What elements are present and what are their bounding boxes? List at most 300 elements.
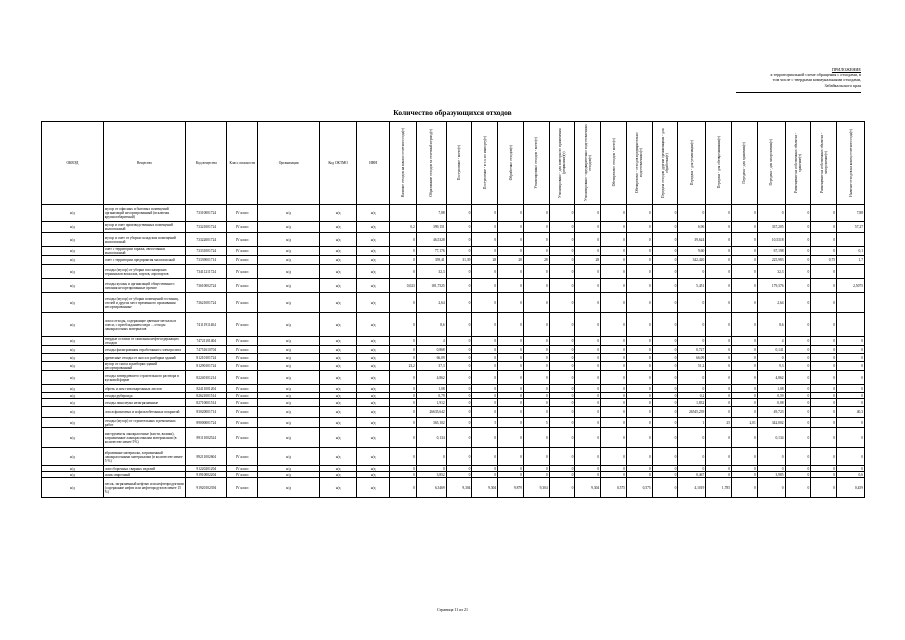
table-cell: 0 bbox=[446, 233, 472, 247]
table-cell: 0 bbox=[652, 371, 678, 385]
table-cell: н/д bbox=[320, 247, 357, 256]
table-cell: 0 bbox=[498, 346, 524, 354]
table-cell: 0 bbox=[446, 265, 472, 279]
table-cell: 0 bbox=[652, 346, 678, 354]
table-cell: н/д bbox=[320, 371, 357, 385]
column-header-label: Поступление - в т.ч. по импорту(т) bbox=[482, 135, 487, 190]
table-cell: 1,08 bbox=[416, 385, 446, 393]
table-cell: 0 bbox=[601, 399, 627, 407]
table-cell: 40,3 bbox=[837, 407, 865, 418]
table-cell bbox=[390, 205, 417, 222]
table-cell: н/д bbox=[258, 371, 320, 385]
table-cell: 0 bbox=[549, 222, 575, 233]
table-cell: 0 bbox=[732, 205, 758, 222]
table-cell: н/д bbox=[258, 293, 320, 313]
table-cell: IV класс bbox=[227, 478, 258, 498]
table-cell: 8,6 bbox=[416, 313, 446, 337]
table-cell: 0 bbox=[732, 362, 758, 371]
table-cell: 0 bbox=[678, 371, 706, 385]
table-cell: 0 bbox=[785, 233, 811, 247]
table-cell: н/д bbox=[320, 222, 357, 233]
table-cell: н/д bbox=[258, 428, 320, 448]
table-cell: 6,3469 bbox=[416, 478, 446, 498]
table-cell: IV класс bbox=[227, 313, 258, 337]
table-cell: 0 bbox=[626, 362, 652, 371]
table-cell: 359,41 bbox=[416, 256, 446, 265]
column-header-label: Утилизировано - для повторного применения (рециклинг)(т) bbox=[558, 127, 567, 198]
table-cell: 83020001714 bbox=[186, 407, 227, 418]
table-cell: 0 bbox=[785, 399, 811, 407]
column-header bbox=[575, 122, 601, 205]
table-cell: 0 bbox=[390, 371, 417, 385]
table-cell: 0 bbox=[678, 337, 706, 346]
table-cell: н/д bbox=[258, 222, 320, 233]
table-cell: 0 bbox=[575, 466, 601, 472]
table-cell: 0 bbox=[523, 362, 549, 371]
table-cell: 0 bbox=[678, 466, 706, 472]
column-header-label: Передача - для хранения(т) bbox=[742, 141, 747, 184]
table-cell: 0,134 bbox=[416, 428, 446, 448]
table-cell: н/д bbox=[357, 247, 390, 256]
table-cell: н/д bbox=[258, 265, 320, 279]
table-cell: 0 bbox=[601, 279, 627, 293]
table-cell: 0 bbox=[652, 472, 678, 478]
table-cell: 0 bbox=[390, 428, 417, 448]
table-cell: н/д bbox=[357, 478, 390, 498]
table-cell: 0 bbox=[785, 428, 811, 448]
table-cell: 0 bbox=[601, 233, 627, 247]
table-cell: 0 bbox=[706, 385, 732, 393]
table-cell: 181,7525 bbox=[416, 279, 446, 293]
table-cell: 0 bbox=[390, 466, 417, 472]
table-cell: 0 bbox=[446, 205, 472, 222]
table-cell: 28 bbox=[523, 256, 549, 265]
table-cell: н/д bbox=[320, 205, 357, 222]
table-cell: 0 bbox=[523, 279, 549, 293]
table-cell: 7,88 bbox=[837, 205, 865, 222]
table-cell: 0 bbox=[601, 466, 627, 472]
table-cell: IV класс bbox=[227, 337, 258, 346]
table-cell: IV класс bbox=[227, 428, 258, 448]
table-cell: 5 bbox=[523, 418, 549, 428]
table-cell: 342,420 bbox=[678, 256, 706, 265]
table-cell: 0 bbox=[472, 313, 498, 337]
table-cell: отходы затвердевшего строительного раствора в кусковой форме bbox=[103, 371, 185, 385]
table-cell: 0 bbox=[523, 354, 549, 362]
table-cell: 0 bbox=[601, 472, 627, 478]
table-row bbox=[42, 362, 865, 371]
table-cell: 0 bbox=[446, 407, 472, 418]
table-cell: н/д bbox=[320, 428, 357, 448]
table-cell: 0 bbox=[575, 233, 601, 247]
table-cell: н/д bbox=[320, 354, 357, 362]
table-cell: 0 bbox=[732, 233, 758, 247]
table-cell: 0 bbox=[837, 418, 865, 428]
table-cell: н/д bbox=[357, 233, 390, 247]
table-cell: 0 bbox=[706, 222, 732, 233]
table-cell: 0 bbox=[390, 478, 417, 498]
table-cell: 0,79 bbox=[416, 393, 446, 399]
table-cell: 28 bbox=[472, 256, 498, 265]
table-cell: 0 bbox=[390, 448, 417, 466]
table-cell: 0 bbox=[575, 448, 601, 466]
table-cell: 0 bbox=[785, 346, 811, 354]
table-cell: 0 bbox=[549, 418, 575, 428]
table-cell: 0 bbox=[626, 247, 652, 256]
column-header bbox=[103, 122, 185, 205]
table-cell: н/д bbox=[258, 346, 320, 354]
table-cell: IV класс bbox=[227, 205, 258, 222]
table-cell: н/д bbox=[357, 205, 390, 222]
table-cell: 0 bbox=[811, 362, 837, 371]
table-cell: 0 bbox=[472, 337, 498, 346]
table-cell: н/д bbox=[320, 346, 357, 354]
table-cell: 0 bbox=[472, 472, 498, 478]
table-row bbox=[42, 385, 865, 393]
table-cell: IV класс bbox=[227, 466, 258, 472]
table-cell: 0 bbox=[837, 466, 865, 472]
column-header-label: Утилизировано - предварительно подготовленных отходов(т) bbox=[583, 124, 592, 201]
table-cell: 0 bbox=[549, 393, 575, 399]
table-cell: н/д bbox=[42, 428, 104, 448]
table-cell: 0 bbox=[601, 407, 627, 418]
column-header bbox=[227, 122, 258, 205]
table-cell: 0 bbox=[652, 354, 678, 362]
table-cell: 73621001724 bbox=[186, 293, 227, 313]
table-cell: 0 bbox=[811, 337, 837, 346]
table-cell: 0 bbox=[472, 247, 498, 256]
table-cell: 4 bbox=[416, 337, 446, 346]
table-cell: 0 bbox=[601, 428, 627, 448]
table-cell: 0 bbox=[549, 205, 575, 222]
table-cell: IV класс bbox=[227, 354, 258, 362]
column-header-label: Размещение на собственных объектах - захоронение(т) bbox=[819, 132, 828, 193]
table-cell: 0 bbox=[811, 247, 837, 256]
column-header bbox=[186, 122, 227, 205]
table-row bbox=[42, 313, 865, 337]
table-cell: 0 bbox=[446, 313, 472, 337]
table-cell: 9,304 bbox=[523, 478, 549, 498]
table-cell: инструменты лакокрасочные (кисти, валики), загрязненные лакокрасочными материалами (в количестве менее 5%) bbox=[103, 428, 185, 448]
table-cell: 0 bbox=[706, 265, 732, 279]
table-cell: 74721101404 bbox=[186, 337, 227, 346]
column-header bbox=[357, 122, 390, 205]
table-row bbox=[42, 279, 865, 293]
table-cell: 0 bbox=[472, 354, 498, 362]
table-cell: 0 bbox=[757, 448, 785, 466]
table-cell: 7,88 bbox=[416, 205, 446, 222]
table-cell: 0 bbox=[626, 407, 652, 418]
table-cell: 0 bbox=[472, 293, 498, 313]
table-cell: 9,304 bbox=[575, 478, 601, 498]
table-cell: 0,575 bbox=[601, 478, 627, 498]
table-cell: н/д bbox=[42, 233, 104, 247]
table-cell: 0 bbox=[811, 466, 837, 472]
table-cell: 0 bbox=[626, 293, 652, 313]
table-cell: 0 bbox=[549, 313, 575, 337]
table-cell: шлак сварочный bbox=[103, 472, 185, 478]
table-cell: н/д bbox=[258, 385, 320, 393]
table-cell: 0,134 bbox=[757, 428, 785, 448]
table-cell: 73322001724 bbox=[186, 233, 227, 247]
table-cell: 0 bbox=[811, 222, 837, 233]
table-cell: 0 bbox=[523, 222, 549, 233]
table-cell: 89211002604 bbox=[186, 448, 227, 466]
table-cell: 0 bbox=[811, 279, 837, 293]
table-cell: 0 bbox=[472, 385, 498, 393]
table-cell: 0,59 bbox=[757, 393, 785, 399]
table-cell: 0 bbox=[706, 205, 732, 222]
table-cell: 0 bbox=[601, 256, 627, 265]
column-header bbox=[258, 122, 320, 205]
table-cell: смет с территории предприятия малоопасный bbox=[103, 256, 185, 265]
table-cell: 0 bbox=[549, 233, 575, 247]
table-cell: 0 bbox=[706, 448, 732, 466]
table-cell: 0 bbox=[575, 371, 601, 385]
table-cell: 0 bbox=[785, 362, 811, 371]
table-cell: 0 bbox=[837, 448, 865, 466]
table-cell: н/д bbox=[357, 293, 390, 313]
table-cell: 0 bbox=[446, 371, 472, 385]
table-body bbox=[42, 205, 865, 498]
table-cell: 0 bbox=[498, 393, 524, 399]
table-cell: 0 bbox=[757, 478, 785, 498]
table-cell: лом асфальтовых и асфальтобетонных покрытий bbox=[103, 407, 185, 418]
table-cell: 0 bbox=[732, 407, 758, 418]
table-cell: 0 bbox=[706, 337, 732, 346]
table-cell: 9,60 bbox=[678, 247, 706, 256]
table-cell: 0 bbox=[416, 448, 446, 466]
column-header bbox=[523, 122, 549, 205]
table-cell: 0 bbox=[652, 393, 678, 399]
table-cell: 179,376 bbox=[757, 279, 785, 293]
appendix-line: Забайкальского края bbox=[824, 82, 861, 88]
table-row bbox=[42, 256, 865, 265]
table-cell: 0 bbox=[732, 448, 758, 466]
table-cell: 73331001724 bbox=[186, 247, 227, 256]
table-cell: 26635,642 bbox=[416, 407, 446, 418]
table-cell: 2,64 bbox=[416, 293, 446, 313]
table-cell: IV класс bbox=[227, 393, 258, 399]
table-cell: 0,1 bbox=[837, 247, 865, 256]
table-cell: 0 bbox=[652, 478, 678, 498]
table-cell: лом сборочных сварных изделий bbox=[103, 466, 185, 472]
table-cell: 0 bbox=[498, 428, 524, 448]
appendix-heading: ПРИЛОЖЕНИЕ bbox=[831, 67, 861, 72]
table-cell: н/д bbox=[357, 371, 390, 385]
table-cell: н/д bbox=[357, 399, 390, 407]
column-header bbox=[706, 122, 732, 205]
table-cell: 0 bbox=[652, 337, 678, 346]
table-cell: 0,023 bbox=[390, 279, 417, 293]
table-cell: 0 bbox=[523, 393, 549, 399]
table-cell: 0 bbox=[390, 256, 417, 265]
table-cell: 1,912 bbox=[416, 399, 446, 407]
table-cell: 4,862 bbox=[757, 371, 785, 385]
table-cell: 0 bbox=[472, 466, 498, 472]
table-cell: 0 bbox=[811, 354, 837, 362]
table-cell: 0 bbox=[472, 265, 498, 279]
table-cell: н/д bbox=[320, 265, 357, 279]
table-cell: 0 bbox=[390, 346, 417, 354]
table-cell: 81210101724 bbox=[186, 354, 227, 362]
column-header-label: Обезврежено отходов - всего(т) bbox=[611, 138, 616, 187]
table-cell: 0,141 bbox=[757, 346, 785, 354]
table-cell: IV класс bbox=[227, 279, 258, 293]
table-cell: IV класс bbox=[227, 472, 258, 478]
table-cell: 0 bbox=[575, 393, 601, 399]
table-cell: 0 bbox=[652, 399, 678, 407]
table-cell: 0 bbox=[446, 448, 472, 466]
table-cell: 0 bbox=[678, 313, 706, 337]
table-cell: 0 bbox=[523, 407, 549, 418]
table-row bbox=[42, 428, 865, 448]
table-cell: 0 bbox=[837, 393, 865, 399]
table-cell: н/д bbox=[357, 222, 390, 233]
table-cell: смет с территории гаража, автостоянки малоопасный bbox=[103, 247, 185, 256]
column-header-label: Поступление - всего(т) bbox=[457, 144, 462, 181]
table-cell: 0 bbox=[523, 472, 549, 478]
table-cell: н/д bbox=[42, 346, 104, 354]
table-cell: 1 bbox=[678, 418, 706, 428]
table-cell: 3,852 bbox=[416, 472, 446, 478]
table-cell: 0,6 bbox=[837, 472, 865, 478]
table-cell: 0 bbox=[652, 407, 678, 418]
table-cell: 0 bbox=[472, 233, 498, 247]
table-cell: 73610002724 bbox=[186, 279, 227, 293]
table-cell: 0 bbox=[575, 205, 601, 222]
table-cell: 0 bbox=[652, 233, 678, 247]
table-cell: 0 bbox=[785, 247, 811, 256]
table-cell: 0 bbox=[523, 385, 549, 393]
table-cell: 0 bbox=[523, 346, 549, 354]
table-cell: отходы рубероида bbox=[103, 393, 185, 399]
table-cell: н/д bbox=[42, 313, 104, 337]
table-cell: IV класс bbox=[227, 418, 258, 428]
table-cell: 0 bbox=[549, 448, 575, 466]
table-cell: 4 bbox=[757, 337, 785, 346]
table-cell: 0 bbox=[785, 313, 811, 337]
table-cell: 0 bbox=[601, 393, 627, 399]
table-cell: 0 bbox=[785, 472, 811, 478]
table-cell: 0 bbox=[601, 362, 627, 371]
table-cell: 0,868 bbox=[416, 346, 446, 354]
table-cell: 0 bbox=[498, 466, 524, 472]
table-cell: 0 bbox=[785, 418, 811, 428]
table-cell: 0 bbox=[732, 293, 758, 313]
table-cell: 8,6 bbox=[757, 313, 785, 337]
table-cell: 82240101214 bbox=[186, 371, 227, 385]
table-cell: 0 bbox=[757, 354, 785, 362]
table-cell: 0 bbox=[549, 337, 575, 346]
table-cell: н/д bbox=[320, 407, 357, 418]
table-cell: 28 bbox=[498, 256, 524, 265]
column-header-label: Наличие отходов на начало отчетного года(т) bbox=[400, 127, 405, 198]
table-cell: 0 bbox=[626, 346, 652, 354]
table-cell: н/д bbox=[357, 407, 390, 418]
table-cell: древесные отходы от сноса и разборки зданий bbox=[103, 354, 185, 362]
table-cell: 9,3 bbox=[757, 362, 785, 371]
table-cell: н/д bbox=[258, 337, 320, 346]
table-cell: н/д bbox=[357, 466, 390, 472]
column-header bbox=[652, 122, 678, 205]
table-cell: 0 bbox=[732, 222, 758, 233]
table-row bbox=[42, 407, 865, 418]
table-cell: н/д bbox=[42, 407, 104, 418]
table-cell: 66,09 bbox=[678, 354, 706, 362]
table-cell: н/д bbox=[320, 293, 357, 313]
table-row bbox=[42, 354, 865, 362]
table-cell: 0 bbox=[498, 247, 524, 256]
table-row bbox=[42, 247, 865, 256]
table-cell: 0 bbox=[498, 371, 524, 385]
table-cell: 0 bbox=[732, 265, 758, 279]
table-cell: 0 bbox=[390, 418, 417, 428]
table-cell: н/д bbox=[357, 385, 390, 393]
table-cell: 0 bbox=[446, 472, 472, 478]
table-cell: мусор и смет от уборки складских помещений малоопасный bbox=[103, 233, 185, 247]
table-cell: отходы (мусор) от уборки пассажирских терминалов вокзалов, портов, аэропортов bbox=[103, 265, 185, 279]
table-cell: 0 bbox=[498, 265, 524, 279]
appendix-line: том числе с твердыми коммунальными отходами, bbox=[772, 77, 861, 83]
table-cell: 0 bbox=[732, 337, 758, 346]
table-cell: 399,151 bbox=[416, 222, 446, 233]
table-cell: 0 bbox=[732, 313, 758, 337]
waste-table bbox=[41, 121, 865, 498]
table-cell: 1,08 bbox=[757, 385, 785, 393]
table-cell: 0 bbox=[549, 293, 575, 313]
table-cell: 4,1019 bbox=[678, 478, 706, 498]
table-cell: 0 bbox=[390, 385, 417, 393]
table-cell: 0 bbox=[472, 399, 498, 407]
column-header-label: Утилизировано отходов - всего(т) bbox=[534, 136, 539, 189]
table-cell: 0 bbox=[652, 222, 678, 233]
table-cell: 0 bbox=[472, 346, 498, 354]
table-cell: 0 bbox=[811, 265, 837, 279]
column-header bbox=[811, 122, 837, 205]
table-cell: 0 bbox=[837, 428, 865, 448]
table-cell: 0 bbox=[446, 346, 472, 354]
table-cell: 0 bbox=[785, 205, 811, 222]
table-cell bbox=[837, 233, 865, 247]
table-cell: 0 bbox=[575, 265, 601, 279]
table-cell: 0 bbox=[549, 256, 575, 265]
table-cell: IV класс bbox=[227, 448, 258, 466]
table-cell: 0 bbox=[706, 247, 732, 256]
table-cell: н/д bbox=[258, 472, 320, 478]
table-cell: н/д bbox=[258, 393, 320, 399]
table-cell: 0 bbox=[390, 337, 417, 346]
column-header bbox=[757, 122, 785, 205]
table-cell: н/д bbox=[258, 313, 320, 337]
column-header-label: Обработано отходов(т) bbox=[508, 144, 513, 181]
table-cell: 0 bbox=[390, 233, 417, 247]
table-cell: 0 bbox=[785, 385, 811, 393]
table-cell: н/д bbox=[258, 233, 320, 247]
table-cell: IV класс bbox=[227, 371, 258, 385]
table-cell: 0 bbox=[785, 222, 811, 233]
table-cell: н/д bbox=[42, 418, 104, 428]
table-cell: 0 bbox=[549, 466, 575, 472]
table-cell: 0 bbox=[706, 407, 732, 418]
table-cell: 0 bbox=[575, 428, 601, 448]
table-cell: 0 bbox=[785, 293, 811, 313]
page-title: Количество образующихся отходов bbox=[393, 108, 512, 117]
table-cell: 0 bbox=[575, 346, 601, 354]
table-cell: 0 bbox=[837, 399, 865, 407]
column-header bbox=[416, 122, 446, 205]
table-cell bbox=[837, 265, 865, 279]
